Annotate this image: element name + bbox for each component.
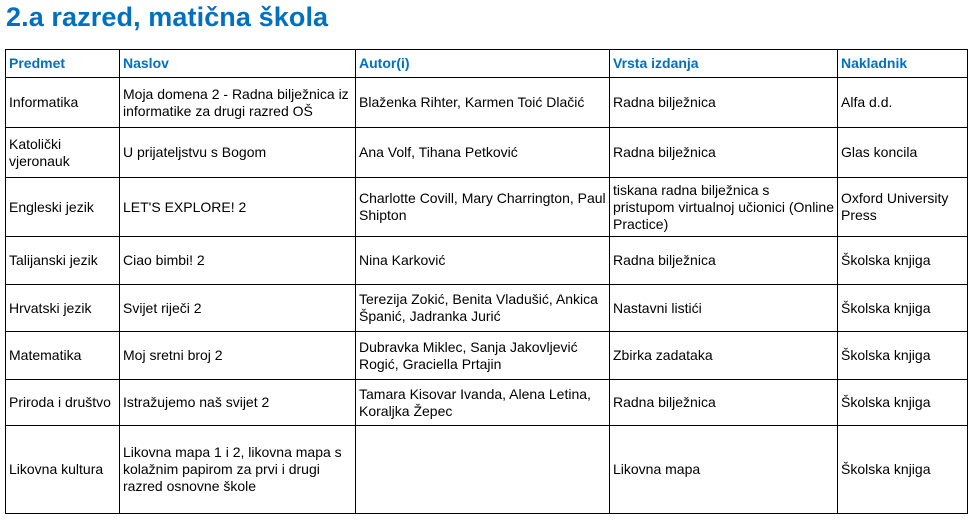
table-row bbox=[6, 237, 968, 285]
cell-nakladnik: Školska knjiga bbox=[838, 237, 968, 285]
cell-nakladnik: Alfa d.d. bbox=[838, 78, 968, 128]
cell-predmet: Katolički vjeronauk bbox=[6, 128, 120, 178]
cell-nakladnik: Školska knjiga bbox=[838, 380, 968, 426]
cell-nakladnik: Glas koncila bbox=[838, 128, 968, 178]
cell-vrsta-izdanja: Radna bilježnica bbox=[610, 237, 838, 285]
header-naslov: Naslov bbox=[120, 50, 356, 78]
header-predmet: Predmet bbox=[6, 50, 120, 78]
table-row bbox=[6, 285, 968, 332]
cell-autori: Nina Karković bbox=[356, 237, 610, 285]
cell-autori: Ana Volf, Tihana Petković bbox=[356, 128, 610, 178]
cell-naslov: Moj sretni broj 2 bbox=[120, 332, 356, 380]
cell-predmet: Likovna kultura bbox=[6, 426, 120, 514]
cell-vrsta-izdanja: Radna bilježnica bbox=[610, 380, 838, 426]
cell-naslov: Istražujemo naš svijet 2 bbox=[120, 380, 356, 426]
cell-predmet: Talijanski jezik bbox=[6, 237, 120, 285]
textbook-table bbox=[5, 49, 968, 514]
cell-naslov: U prijateljstvu s Bogom bbox=[120, 128, 356, 178]
cell-predmet: Priroda i društvo bbox=[6, 380, 120, 426]
cell-naslov: LET'S EXPLORE! 2 bbox=[120, 178, 356, 237]
cell-autori: Tamara Kisovar Ivanda, Alena Letina, Koraljka Žepec bbox=[356, 380, 610, 426]
table-row bbox=[6, 426, 968, 514]
cell-predmet: Engleski jezik bbox=[6, 178, 120, 237]
cell-vrsta-izdanja: Zbirka zadataka bbox=[610, 332, 838, 380]
page-title: 2.a razred, matična škola bbox=[6, 2, 329, 32]
cell-vrsta-izdanja: tiskana radna bilježnica s pristupom virtualnoj učionici (Online Practice) bbox=[610, 178, 838, 237]
cell-vrsta-izdanja: Nastavni listići bbox=[610, 285, 838, 332]
cell-predmet: Hrvatski jezik bbox=[6, 285, 120, 332]
cell-naslov: Moja domena 2 - Radna bilježnica iz informatike za drugi razred OŠ bbox=[120, 78, 356, 128]
table-row bbox=[6, 178, 968, 237]
cell-vrsta-izdanja: Likovna mapa bbox=[610, 426, 838, 514]
cell-naslov: Likovna mapa 1 i 2, likovna mapa s kolažnim papirom za prvi i drugi razred osnovne škole bbox=[120, 426, 356, 514]
cell-nakladnik: Oxford University Press bbox=[838, 178, 968, 237]
table-row bbox=[6, 78, 968, 128]
cell-autori: Terezija Zokić, Benita Vladušić, Ankica Španić, Jadranka Jurić bbox=[356, 285, 610, 332]
cell-autori: Charlotte Covill, Mary Charrington, Paul Shipton bbox=[356, 178, 610, 237]
cell-autori: Dubravka Miklec, Sanja Jakovljević Rogić, Graciella Prtajin bbox=[356, 332, 610, 380]
cell-vrsta-izdanja: Radna bilježnica bbox=[610, 128, 838, 178]
table-row bbox=[6, 332, 968, 380]
table-row bbox=[6, 380, 968, 426]
header-nakladnik: Nakladnik bbox=[838, 50, 968, 78]
cell-predmet: Matematika bbox=[6, 332, 120, 380]
cell-vrsta-izdanja: Radna bilježnica bbox=[610, 78, 838, 128]
table-row bbox=[6, 128, 968, 178]
cell-autori bbox=[356, 426, 610, 514]
header-vrsta-izdanja: Vrsta izdanja bbox=[610, 50, 838, 78]
cell-nakladnik: Školska knjiga bbox=[838, 426, 968, 514]
cell-naslov: Ciao bimbi! 2 bbox=[120, 237, 356, 285]
table-header-row bbox=[6, 50, 968, 78]
cell-predmet: Informatika bbox=[6, 78, 120, 128]
cell-naslov: Svijet riječi 2 bbox=[120, 285, 356, 332]
cell-nakladnik: Školska knjiga bbox=[838, 332, 968, 380]
cell-autori: Blaženka Rihter, Karmen Toić Dlačić bbox=[356, 78, 610, 128]
cell-nakladnik: Školska knjiga bbox=[838, 285, 968, 332]
header-autori: Autor(i) bbox=[356, 50, 610, 78]
